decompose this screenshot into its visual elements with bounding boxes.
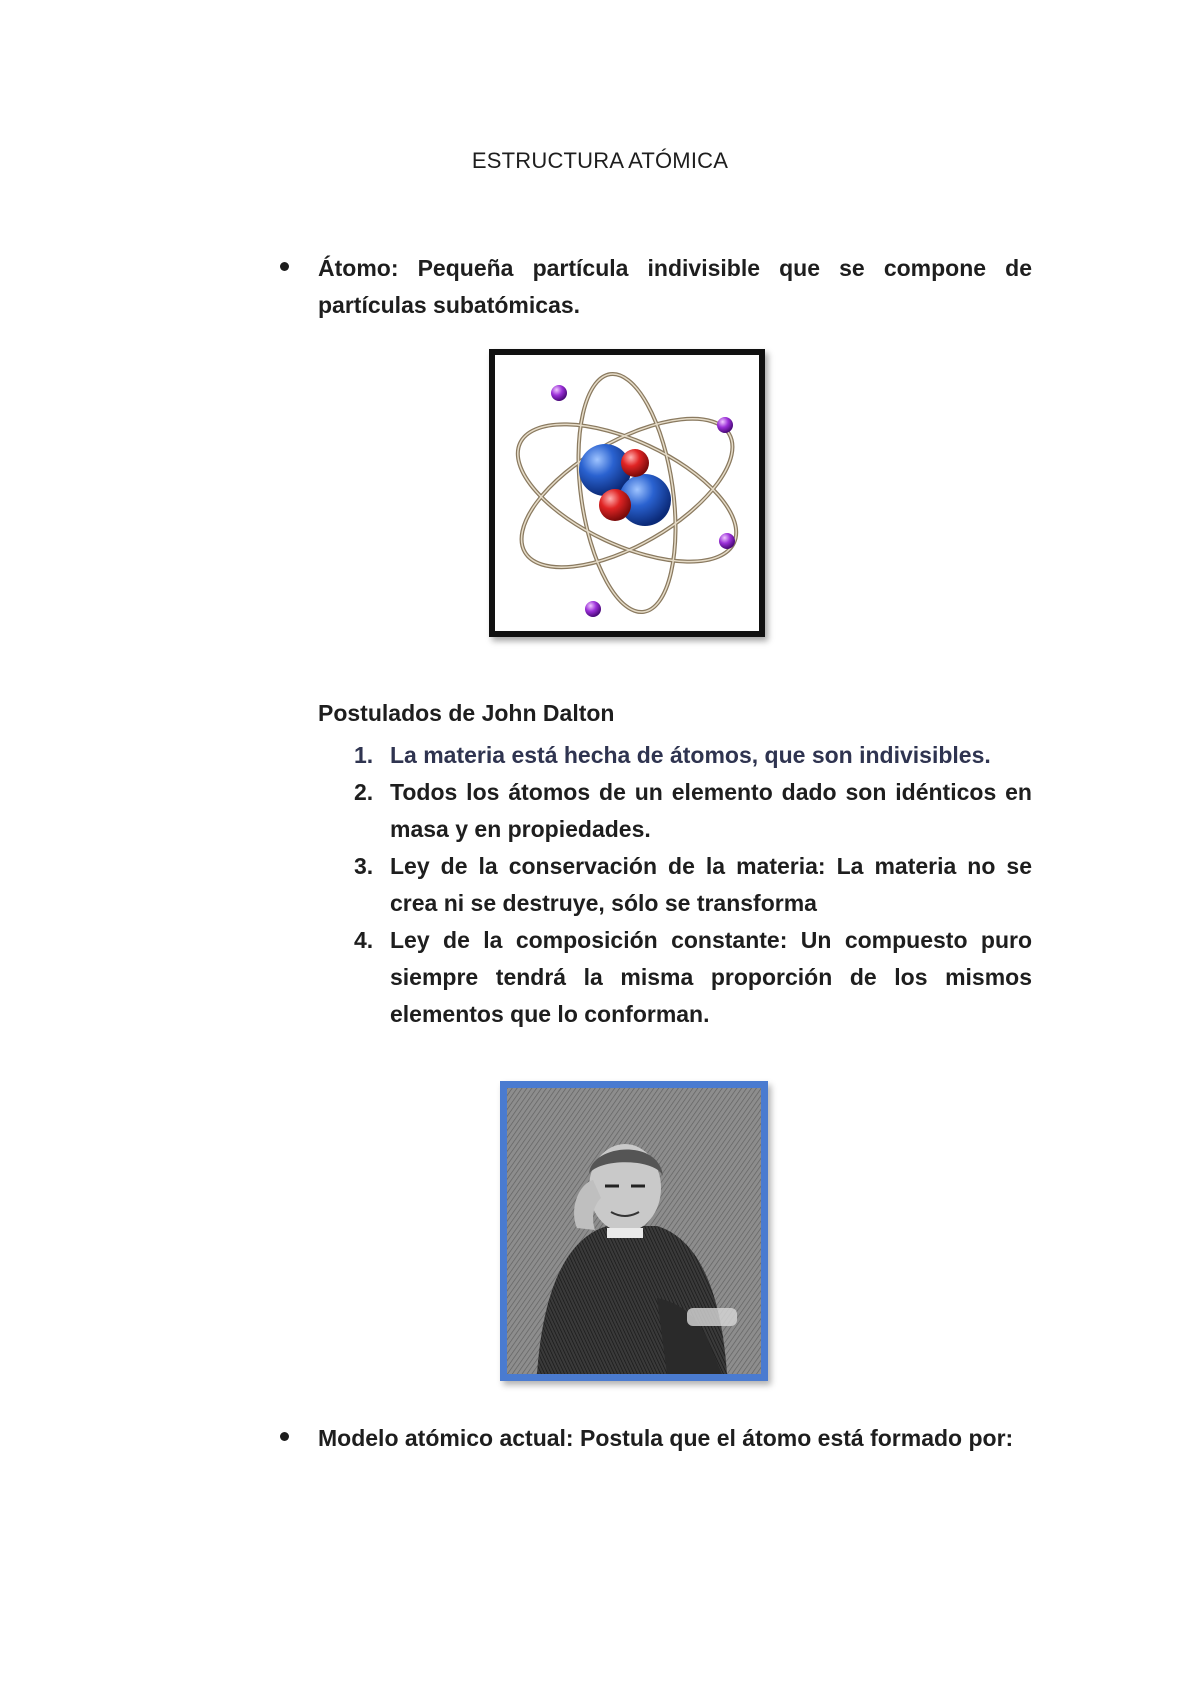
list-number: 2.: [354, 779, 374, 805]
list-text: La materia está hecha de átomos, que son indivisibles.: [390, 742, 991, 768]
list-text: Ley de la conservación de la materia: La materia no se crea ni se destruye, sólo se transforma: [390, 853, 1032, 916]
list-number: 4.: [354, 927, 374, 953]
dalton-postulates-list: [318, 737, 1032, 1033]
list-text: Todos los átomos de un elemento dado son idénticos en masa y en propiedades.: [390, 779, 1032, 842]
list-text: Ley de la composición constante: Un compuesto puro siempre tendrá la misma proporción de los mismos elementos que lo conforman.: [390, 927, 1032, 1027]
bullet-item-modern-model: [280, 1420, 1032, 1457]
atom-illustration: [489, 349, 765, 637]
list-number: 3.: [354, 853, 374, 879]
atom-icon: [495, 355, 759, 631]
list-item: [318, 737, 1032, 774]
dalton-portrait: [500, 1081, 768, 1381]
list-item: [318, 922, 1032, 1033]
bullet-icon: [280, 1432, 289, 1441]
portrait-icon: [507, 1088, 761, 1374]
bullet-text: Modelo atómico actual: Postula que el átomo está formado por:: [318, 1425, 1014, 1451]
bullet-icon: [280, 262, 289, 271]
dalton-heading: Postulados de John Dalton: [318, 700, 615, 726]
page-title: ESTRUCTURA ATÓMICA: [471, 148, 729, 173]
bullet-text: Átomo: Pequeña partícula indivisible que se compone de partículas subatómicas.: [318, 255, 1032, 318]
list-item: [318, 774, 1032, 848]
list-item: [318, 848, 1032, 922]
list-number: 1.: [354, 742, 374, 768]
bullet-item-atom: [280, 250, 1032, 324]
